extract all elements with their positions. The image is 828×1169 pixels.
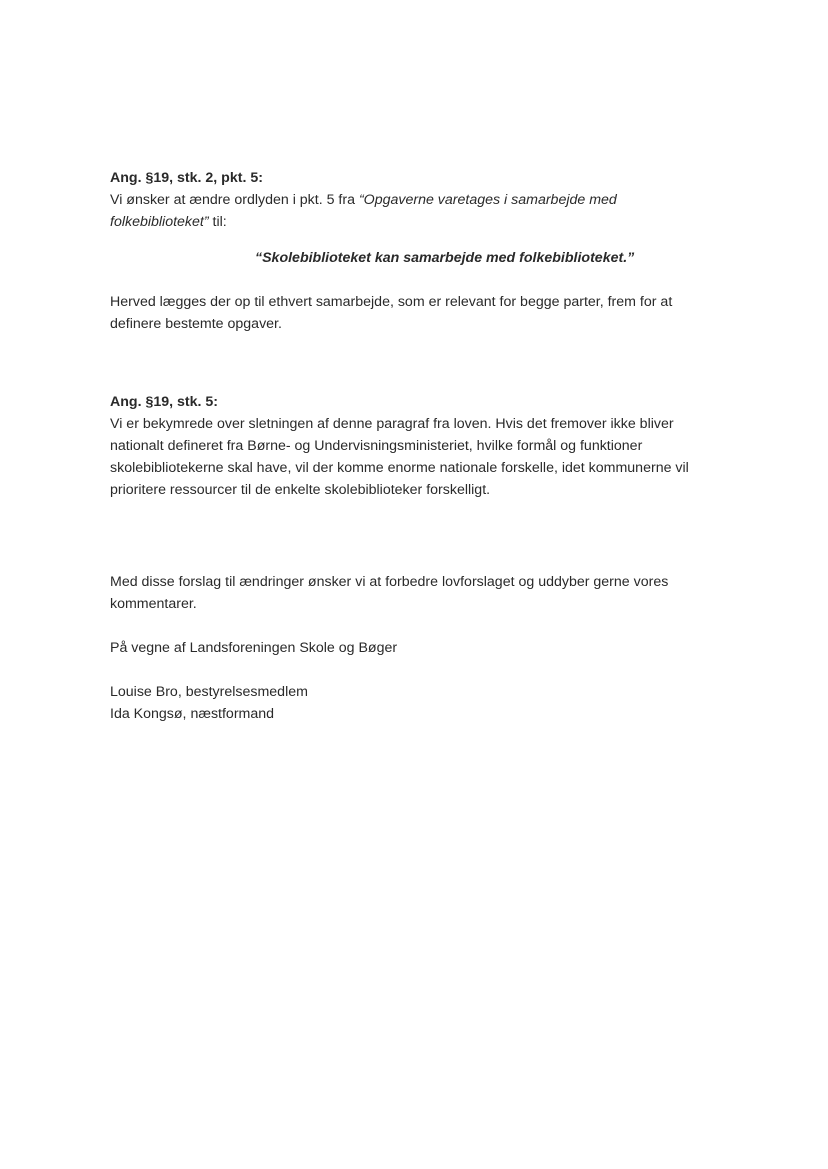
section1-intro-text: Vi ønsker at ændre ordlyden i pkt. 5 fra — [110, 192, 359, 208]
section2-heading: Ang. §19, stk. 5: — [110, 394, 219, 410]
spacer — [110, 269, 710, 291]
spacer — [110, 501, 710, 557]
spacer — [110, 659, 710, 681]
on-behalf-line: På vegne af Landsforeningen Skole og Bøger — [110, 640, 398, 656]
closing-statement: Med disse forslag til ændringer ønsker vi at forbedre lovforslaget og uddyber gerne vores kommentarer. — [110, 574, 669, 612]
document-body — [110, 167, 710, 725]
spacer — [110, 615, 710, 637]
signatory-1: Louise Bro, bestyrelsesmedlem — [110, 684, 308, 700]
section1-intro-tail: til: — [208, 214, 227, 230]
section1-explanation: Herved lægges der op til ethvert samarbejde, som er relevant for begge parter, frem for at definere bestemte opgaver. — [110, 294, 673, 332]
section1-quoted-phrase: “Opgaverne varetages i samarbejde med folkebiblioteket” — [110, 192, 617, 230]
section1-heading: Ang. §19, stk. 2, pkt. 5: — [110, 170, 263, 186]
proposed-wording: “Skolebiblioteket kan samarbejde med folkebiblioteket.” — [255, 250, 635, 266]
section1-intro — [110, 189, 710, 233]
spacer — [110, 233, 710, 247]
spacer — [110, 557, 710, 571]
section2-body: Vi er bekymrede over sletningen af denne paragraf fra loven. Hvis det fremover ikke bliver nationalt defineret fra Børne- og Undervisningsministeriet, hvilke formål og funktioner skolebibliotekerne skal have, vil der komme enorme nationale forskelle, idet kommunerne vil prioritere ressourcer til de enkelte skolebiblioteker forskelligt. — [110, 416, 689, 498]
spacer — [110, 335, 710, 391]
signatory-2: Ida Kongsø, næstformand — [110, 706, 275, 722]
